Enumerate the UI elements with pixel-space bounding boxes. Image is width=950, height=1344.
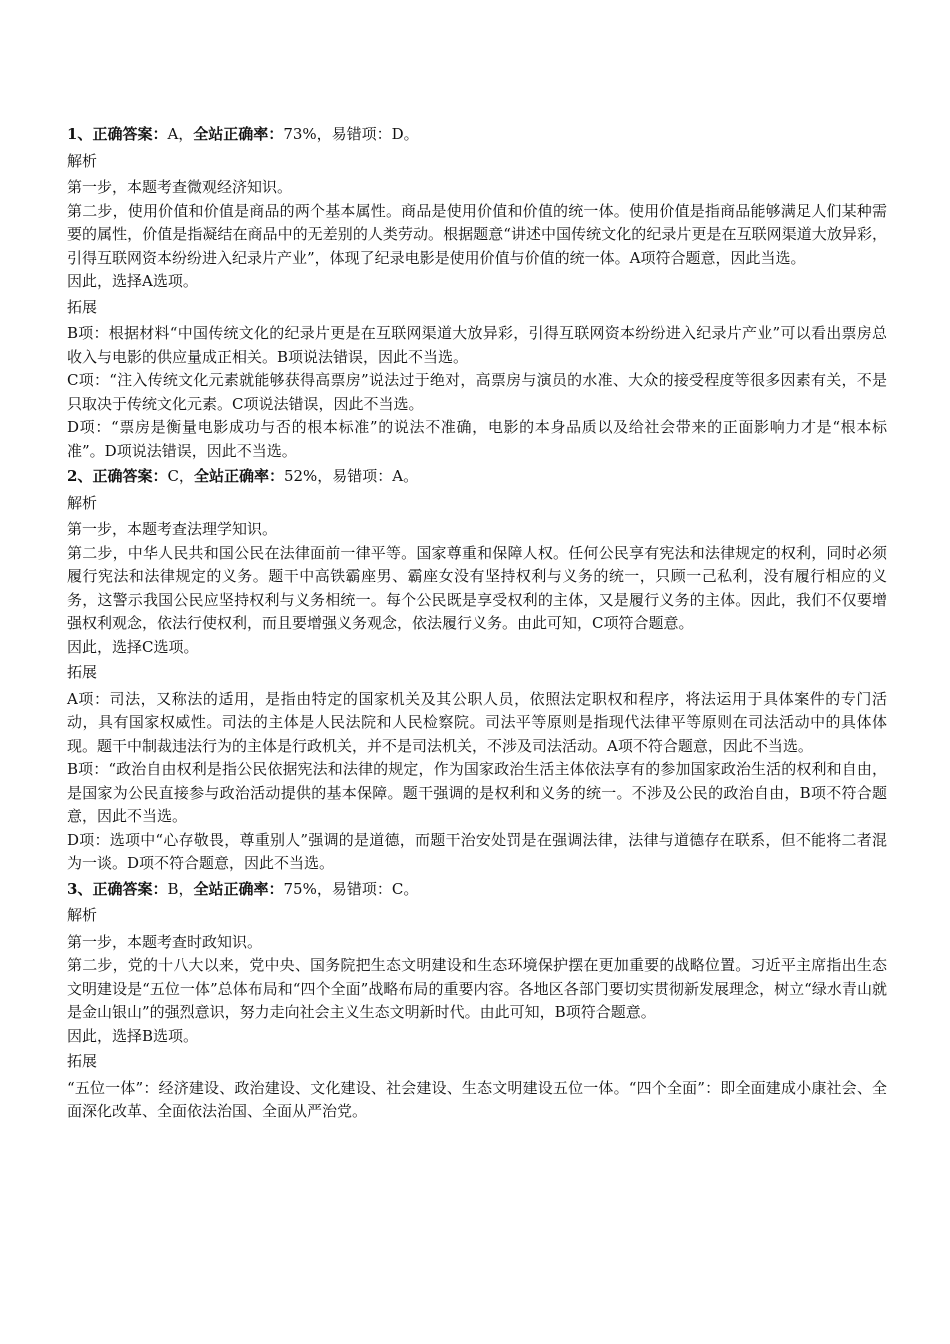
correct-answer: B， <box>167 879 194 898</box>
expand-option-b: B项：“政治自由权利是指公民依据宪法和法律的规定，作为国家政治生活主体依法享有的参加国家政治生活的权利和自由，是国家为公民直接参与政治活动提供的基本保障。题干强调的是权利和义务的统一。不涉及公民的政治自由，B项不符合题意，因此不当选。 <box>67 760 887 825</box>
correct-answer: A， <box>167 125 194 143</box>
expand-text: “五位一体”：经济建设、政治建设、文化建设、社会建设、生态文明建设五位一体。“四个全面”：即全面建成小康社会、全面深化改革、全面依法治国、全面从严治党。 <box>67 1078 887 1120</box>
rate-label: 全站正确率： <box>193 467 284 485</box>
question-2 <box>67 465 887 876</box>
question-3 <box>67 878 887 1124</box>
answer-label: 正确答案： <box>92 879 168 898</box>
expand-option-c: C项：“注入传统文化元素就能够获得高票房”说法过于绝对，高票房与演员的水准、大众的接受程度等很多因素有关，不是只取决于传统文化元素。C项说法错误，因此不当选。 <box>67 371 887 413</box>
question-number: 3、 <box>67 879 93 898</box>
step-one: 第一步，本题考查微观经济知识。 <box>67 178 293 196</box>
conclusion: 因此，选择B选项。 <box>67 1026 199 1045</box>
conclusion: 因此，选择A选项。 <box>67 272 198 290</box>
expand-label: 拓展 <box>67 663 98 681</box>
expand-label: 拓展 <box>67 297 98 316</box>
expand-option-d: D项：“票房是衡量电影成功与否的根本标准”的说法不准确，电影的本身品质以及给社会带来的正面影响力才是“根本标准”。D项说法错误，因此不当选。 <box>67 418 887 460</box>
question-header <box>67 123 887 147</box>
step-one: 第一步，本题考查法理学知识。 <box>67 520 278 538</box>
answer-label: 正确答案： <box>92 467 168 485</box>
expand-label: 拓展 <box>67 1052 98 1070</box>
rate-label: 全站正确率： <box>193 125 284 143</box>
step-two: 第二步，党的十八大以来，党中央、国务院把生态文明建设和生态环境保护摆在更加重要的战略位置。习近平主席指出生态文明建设是“五位一体”总体布局和“四个全面”战略布局的重要内容。各地区各部门要切实贯彻新发展理念，树立“绿水青山就是金山银山”的强烈意识，努力走向社会主义生态文明新时代。由此可知，B项符合题意。 <box>67 956 887 1021</box>
question-number: 1、 <box>67 125 93 143</box>
step-one: 第一步，本题考查时政知识。 <box>67 932 263 951</box>
analysis-label: 解析 <box>67 493 98 512</box>
step-two: 第二步，中华人民共和国公民在法律面前一律平等。国家尊重和保障人权。任何公民享有宪法和法律规定的权利，同时必须履行宪法和法律规定的义务。题干中高铁霸座男、霸座女没有坚持权利与义务的统一，只顾一己私利，没有履行相应的义务，这警示我国公民应坚持权利与义务相统一。每个公民既是享受权利的主体，又是履行义务的主体。因此，我们不仅要增强权利观念，依法行使权利，而且要增强义务观念，依法履行义务。由此可知，C项符合题意。 <box>67 543 887 632</box>
question-1 <box>67 123 887 463</box>
step-two: 第二步，使用价值和价值是商品的两个基本属性。商品是使用价值和价值的统一体。使用价值是指商品能够满足人们某种需要的属性，价值是指凝结在商品中的无差别的人类劳动。根据题意“讲述中国传统文化的纪录片更是在互联网渠道大放异彩，引得互联网资本纷纷进入纪录片产业”，体现了纪录电影是使用价值与价值的统一体。A项符合题意，因此当选。 <box>67 201 887 267</box>
question-header <box>67 465 887 489</box>
correct-answer: C， <box>167 467 194 485</box>
analysis-label: 解析 <box>67 151 98 170</box>
conclusion: 因此，选择C选项。 <box>67 637 199 656</box>
answer-label: 正确答案： <box>92 125 168 143</box>
expand-option-b: B项：根据材料“中国传统文化的纪录片更是在互联网渠道大放异彩，引得互联网资本纷纷进入纪录片产业”可以看出票房总收入与电影的供应量成正相关。B项说法错误，因此不当选。 <box>67 324 887 366</box>
rate-and-error: 75%，易错项：C。 <box>283 879 419 898</box>
expand-option-a: A项：司法，又称法的适用，是指由特定的国家机关及其公职人员，依照法定职权和程序，将法运用于具体案件的专门活动，具有国家权威性。司法的主体是人民法院和人民检察院。司法平等原则是指现代法律平等原则在司法活动中的具体体现。题干中制裁违法行为的主体是行政机关，并不是司法机关，不涉及司法活动。A项不符合题意，因此不当选。 <box>67 689 887 755</box>
expand-option-d: D项：选项中“心存敬畏，尊重别人”强调的是道德，而题干治安处罚是在强调法律，法律与道德存在联系，但不能将二者混为一谈。D项不符合题意，因此不当选。 <box>67 830 887 872</box>
question-number: 2、 <box>67 467 93 485</box>
question-header <box>67 878 887 902</box>
analysis-label: 解析 <box>67 906 98 924</box>
rate-and-error: 73%，易错项：D。 <box>283 125 419 143</box>
document-content <box>67 121 887 1124</box>
rate-label: 全站正确率： <box>193 879 284 898</box>
rate-and-error: 52%，易错项：A。 <box>283 467 419 485</box>
